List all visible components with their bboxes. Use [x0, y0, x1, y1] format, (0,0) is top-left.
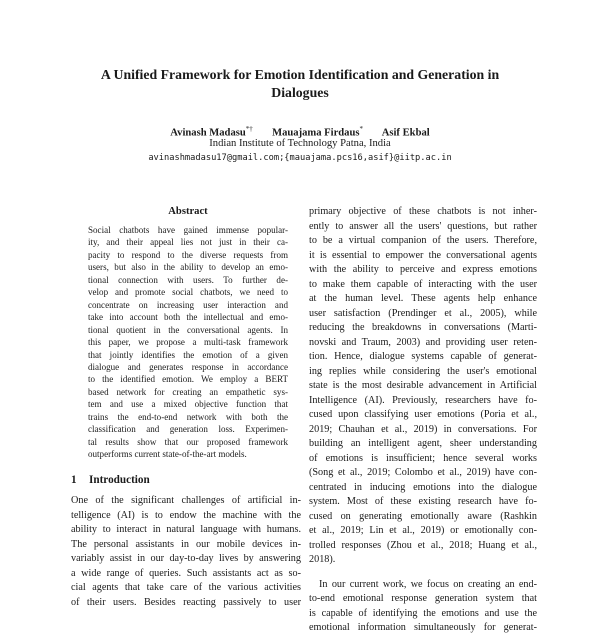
abstract-line: to the identified emotion. We employ a BERT: [88, 374, 288, 385]
author-email: avinashmadasu17@gmail.com;{mauajama.pcs16,asif}@iitp.ac.in: [148, 153, 452, 163]
abstract-body: [88, 224, 288, 461]
body-line: state is the most desirable advancement in Artificial: [309, 380, 537, 391]
section-title: Introduction: [89, 474, 150, 486]
abstract-line: tal results show that our proposed framework: [88, 436, 288, 447]
body-line: system. Most of these existing research have fo-: [309, 496, 537, 507]
abstract-line: tional connection with users. To further de-: [88, 274, 288, 285]
abstract-heading: Abstract: [168, 206, 208, 217]
abstract-line: trains the end-to-end network with both the: [88, 411, 288, 422]
abstract-line: concentrate on increasing user interaction and: [88, 299, 288, 310]
body-line: (Song et al., 2019; Colombo et al., 2019) have con-: [309, 467, 537, 478]
body-line: One of the significant challenges of artificial in-: [71, 495, 301, 506]
body-line: 2019; Chauhan et al., 2019) in conversations. For: [309, 423, 537, 435]
abstract-line: that jointly identifies the emotion of a given: [88, 349, 288, 360]
title-line: Dialogues: [271, 85, 329, 100]
body-line: of emotions is insufficient; hence several works: [309, 452, 537, 464]
right-column-body: [309, 205, 537, 636]
abstract-line: classification and generation loss. Experimen-: [88, 424, 288, 435]
body-line: at the human level. These agents help enhance: [309, 293, 537, 304]
body-line: to make them capable of interacting with the user: [309, 278, 537, 290]
abstract-line: outperforms current state-of-the-art models.: [88, 449, 247, 460]
body-line: et al., 2019; Lin et al., 2019) or emotionally con-: [309, 525, 537, 536]
body-line: 2018).: [309, 554, 336, 565]
author-mark: *†: [245, 125, 253, 133]
body-line: emotional information simultaneously for generat-: [309, 622, 537, 633]
abstract-line: take into account both the intellectual and emo-: [88, 312, 288, 323]
affiliation: Indian Institute of Technology Patna, India: [209, 138, 391, 149]
author-mark: *: [359, 125, 363, 133]
abstract-line: users, but also in the ability to develop an emo-: [88, 262, 288, 273]
abstract-line: pacity to respond to the diverse requests from: [88, 249, 288, 260]
body-line: ently to answer all the users' questions, but rather: [309, 220, 537, 232]
body-line: variably assist in our day-to-day lives by answering: [71, 553, 301, 564]
body-line: of their users. Besides reacting passively to user: [71, 596, 301, 608]
body-line: cused on generating emotionally aware (Rashkin: [309, 510, 537, 522]
body-line: telligence (AI) is to endow the machine with the: [71, 509, 301, 521]
body-line: ing replies while considering the user's emotional: [309, 365, 537, 377]
abstract-line: tional quotient in the conversational agents. In: [88, 324, 288, 335]
body-line: centrated in inducing emotions into the dialogue: [309, 481, 537, 493]
body-line: user satisfaction (Prendinger et al., 2005), while: [309, 307, 537, 319]
body-line: to-end emotional response generation system that: [309, 593, 537, 604]
section-number: 1: [71, 474, 77, 486]
body-line: cial agents that take care of the various activities: [71, 582, 301, 593]
body-line: Intelligence (AI). Previously, researchers have fo-: [309, 394, 537, 406]
abstract-line: ity, and their appeal lies not just in their ca-: [88, 237, 288, 248]
title-line: A Unified Framework for Emotion Identification and Generation in: [100, 67, 500, 82]
abstract-line: velop and promote social chatbots, we need to: [88, 287, 288, 298]
abstract-line: dialogue and generates response in accordance: [88, 361, 288, 372]
body-line: The personal assistants in our mobile devices in-: [71, 538, 301, 550]
abstract-line: this paper, we propose a multi-task framework: [88, 337, 288, 348]
author-name: Asif Ekbal: [381, 127, 430, 139]
body-line: it is essential to empower the conversational agents: [309, 249, 537, 261]
body-line: a wide range of queries. Such assistants act as so-: [71, 567, 301, 579]
body-line: to be a virtual companion of the users. Therefore,: [309, 235, 537, 246]
body-line: reducing the breakdowns in conversations (Marti-: [309, 322, 537, 333]
introduction-body: [71, 494, 301, 610]
body-line: is capable of identifying the emotions and use the: [309, 607, 537, 619]
section-heading-introduction: [71, 474, 301, 486]
body-line: with the ability to perceive and express emotions: [309, 264, 537, 275]
body-line: ability to interact in natural language with humans.: [71, 524, 301, 535]
body-line: novski and Traum, 2003) and providing user reten-: [309, 336, 537, 348]
paper-title: [60, 66, 540, 102]
body-line: building an intelligent agent, sheer understanding: [309, 438, 537, 449]
body-line: In our current work, we focus on creating an end-: [319, 578, 537, 590]
abstract-line: based network for creating an empathetic sys-: [88, 386, 288, 397]
body-line: cused upon classifying user emotions (Poria et al.,: [309, 409, 537, 420]
author-name: Avinash Madasu: [170, 127, 246, 139]
body-line: primary objective of these chatbots is not inher-: [309, 206, 537, 217]
abstract-line: Social chatbots have gained immense popular-: [88, 225, 288, 235]
abstract-line: tem and use a mixed objective function that: [88, 399, 288, 410]
body-line: tion. Hence, dialogue systems capable of generat-: [309, 351, 537, 362]
author-name: Mauajama Firdaus: [272, 127, 360, 139]
body-line: trolled responses (Zhou et al., 2018; Huang et al.,: [309, 539, 537, 551]
